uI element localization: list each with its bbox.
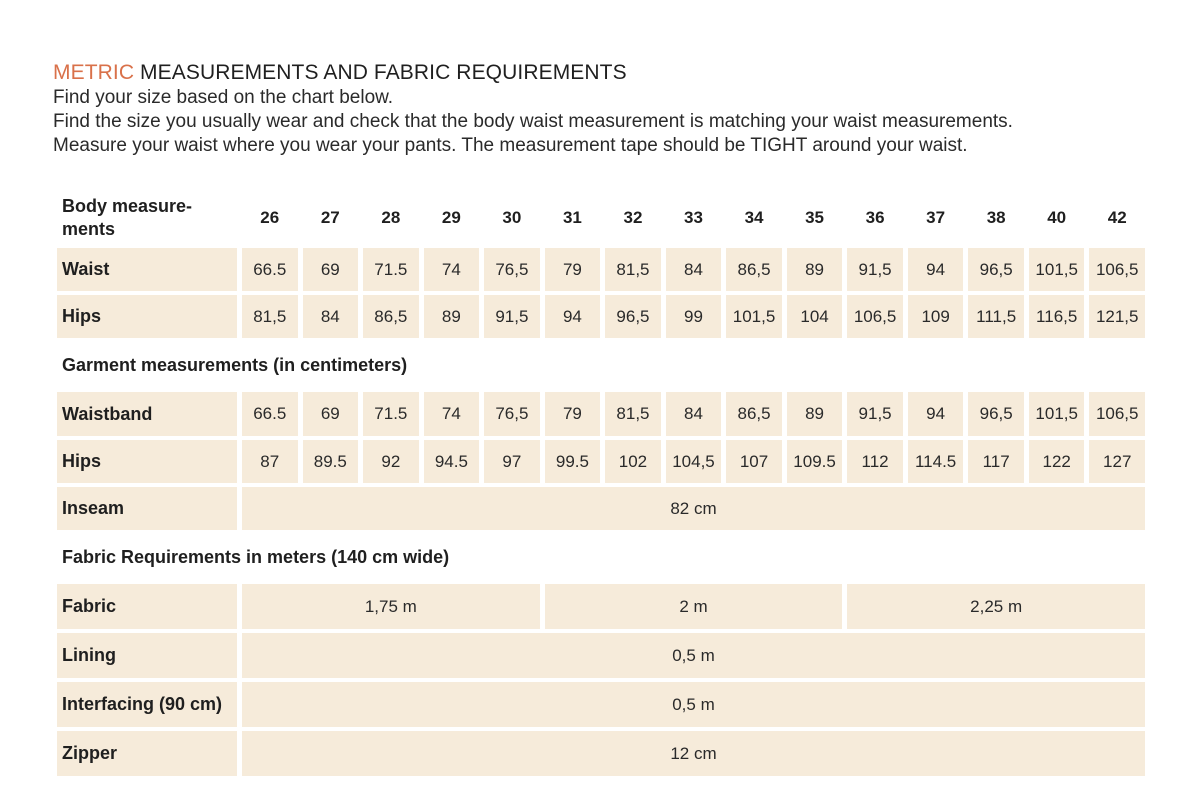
garment-section-title: Garment measurements (in centimeters) — [62, 354, 408, 375]
body-hips-cell: 111,5 — [968, 295, 1024, 338]
body-waist-cell: 79 — [545, 248, 601, 291]
garment-waistband-cell: 91,5 — [847, 392, 903, 436]
body-hips-cell: 86,5 — [363, 295, 419, 338]
body-waist-cell: 71.5 — [363, 248, 419, 291]
size-header-32: 32 — [623, 208, 643, 227]
row-label-garment-hips: Hips — [57, 440, 237, 483]
row-label-lining: Lining — [57, 633, 237, 678]
garment-hips-cell: 122 — [1029, 440, 1085, 483]
body-waist-cell: 74 — [424, 248, 480, 291]
body-waist-cell: 76,5 — [484, 248, 540, 291]
size-header-31: 31 — [562, 208, 582, 227]
lining-value: 0,5 m — [242, 633, 1145, 678]
garment-hips-cell: 109.5 — [787, 440, 843, 483]
garment-hips-cell: 99.5 — [545, 440, 601, 483]
body-waist-cell: 84 — [666, 248, 722, 291]
garment-hips-cell: 87 — [242, 440, 298, 483]
garment-hips-cell: 104,5 — [666, 440, 722, 483]
body-hips-cell: 101,5 — [726, 295, 782, 338]
garment-hips-cell: 89.5 — [303, 440, 359, 483]
body-measurements-header — [57, 192, 237, 244]
body-waist-cell: 91,5 — [847, 248, 903, 291]
body-hips-cell: 104 — [787, 295, 843, 338]
garment-hips-cell: 117 — [968, 440, 1024, 483]
garment-waistband-cell: 79 — [545, 392, 601, 436]
size-header-29: 29 — [441, 208, 461, 227]
size-header-34: 34 — [744, 208, 764, 227]
body-waist-cell: 69 — [303, 248, 359, 291]
garment-hips-cell: 92 — [363, 440, 419, 483]
body-hips-cell: 96,5 — [605, 295, 661, 338]
size-header-26: 26 — [260, 208, 280, 227]
body-waist-cell: 89 — [787, 248, 843, 291]
row-label-body-waist: Waist — [57, 248, 237, 291]
garment-hips-cell: 114.5 — [908, 440, 964, 483]
body-waist-cell: 101,5 — [1029, 248, 1085, 291]
row-label-zipper: Zipper — [57, 731, 237, 776]
chart-header — [53, 60, 1173, 158]
garment-waistband-cell: 71.5 — [363, 392, 419, 436]
body-hips-cell: 91,5 — [484, 295, 540, 338]
instruction-line: Find the size you usually wear and check that the body waist measurement is matching your waist measurements. — [53, 111, 1013, 132]
body-hips-cell: 109 — [908, 295, 964, 338]
size-header-42: 42 — [1107, 208, 1127, 227]
body-hips-cell: 121,5 — [1089, 295, 1145, 338]
garment-waistband-cell: 76,5 — [484, 392, 540, 436]
body-waist-cell: 81,5 — [605, 248, 661, 291]
zipper-value: 12 cm — [242, 731, 1145, 776]
garment-hips-cell: 112 — [847, 440, 903, 483]
size-header-36: 36 — [865, 208, 885, 227]
garment-hips-cell: 107 — [726, 440, 782, 483]
fabric-section-title: Fabric Requirements in meters (140 cm wide) — [62, 546, 450, 567]
garment-waistband-cell: 74 — [424, 392, 480, 436]
garment-waistband-cell: 81,5 — [605, 392, 661, 436]
garment-waistband-cell: 69 — [303, 392, 359, 436]
body-waist-cell: 66.5 — [242, 248, 298, 291]
garment-hips-cell: 97 — [484, 440, 540, 483]
instruction-line: Find your size based on the chart below. — [53, 87, 394, 108]
title-text: MEASUREMENTS AND FABRIC REQUIREMENTS — [134, 61, 627, 84]
body-waist-cell: 106,5 — [1089, 248, 1145, 291]
body-hips-cell: 94 — [545, 295, 601, 338]
fabric-value-small: 1,75 m — [242, 584, 540, 629]
garment-waistband-cell: 101,5 — [1029, 392, 1085, 436]
size-header-28: 28 — [381, 208, 401, 227]
body-measurements-label: Body measure- ments — [62, 196, 193, 239]
inseam-value: 82 cm — [242, 487, 1145, 530]
row-label-inseam: Inseam — [57, 487, 237, 530]
body-waist-cell: 96,5 — [968, 248, 1024, 291]
body-hips-cell: 89 — [424, 295, 480, 338]
size-header-35: 35 — [805, 208, 825, 227]
size-header-40: 40 — [1047, 208, 1067, 227]
body-hips-cell: 81,5 — [242, 295, 298, 338]
row-label-waistband: Waistband — [57, 392, 237, 436]
size-chart-table — [57, 192, 1145, 776]
row-label-body-hips: Hips — [57, 295, 237, 338]
body-hips-cell: 99 — [666, 295, 722, 338]
body-hips-cell: 106,5 — [847, 295, 903, 338]
instruction-line: Measure your waist where you wear your pants. The measurement tape should be TIGHT around your waist. — [53, 135, 968, 156]
garment-waistband-cell: 94 — [908, 392, 964, 436]
garment-waistband-cell: 96,5 — [968, 392, 1024, 436]
garment-waistband-cell: 86,5 — [726, 392, 782, 436]
fabric-value-medium: 2 m — [545, 584, 843, 629]
size-header-33: 33 — [684, 208, 703, 227]
garment-hips-cell: 94.5 — [424, 440, 480, 483]
garment-waistband-cell: 89 — [787, 392, 843, 436]
size-header-30: 30 — [502, 208, 522, 227]
body-waist-cell: 86,5 — [726, 248, 782, 291]
body-hips-cell: 116,5 — [1029, 295, 1085, 338]
row-label-interfacing: Interfacing (90 cm) — [57, 682, 237, 727]
body-hips-cell: 84 — [303, 295, 359, 338]
body-waist-cell: 94 — [908, 248, 964, 291]
size-header-38: 38 — [986, 208, 1006, 227]
page-title — [53, 60, 1173, 86]
size-header-27: 27 — [320, 208, 340, 227]
garment-waistband-cell: 106,5 — [1089, 392, 1145, 436]
garment-hips-cell: 102 — [605, 440, 661, 483]
title-accent: METRIC — [53, 61, 135, 84]
garment-waistband-cell: 84 — [666, 392, 722, 436]
interfacing-value: 0,5 m — [242, 682, 1145, 727]
fabric-value-large: 2,25 m — [847, 584, 1145, 629]
size-header-37: 37 — [926, 208, 946, 227]
garment-waistband-cell: 66.5 — [242, 392, 298, 436]
row-label-fabric: Fabric — [57, 584, 237, 629]
garment-hips-cell: 127 — [1089, 440, 1145, 483]
